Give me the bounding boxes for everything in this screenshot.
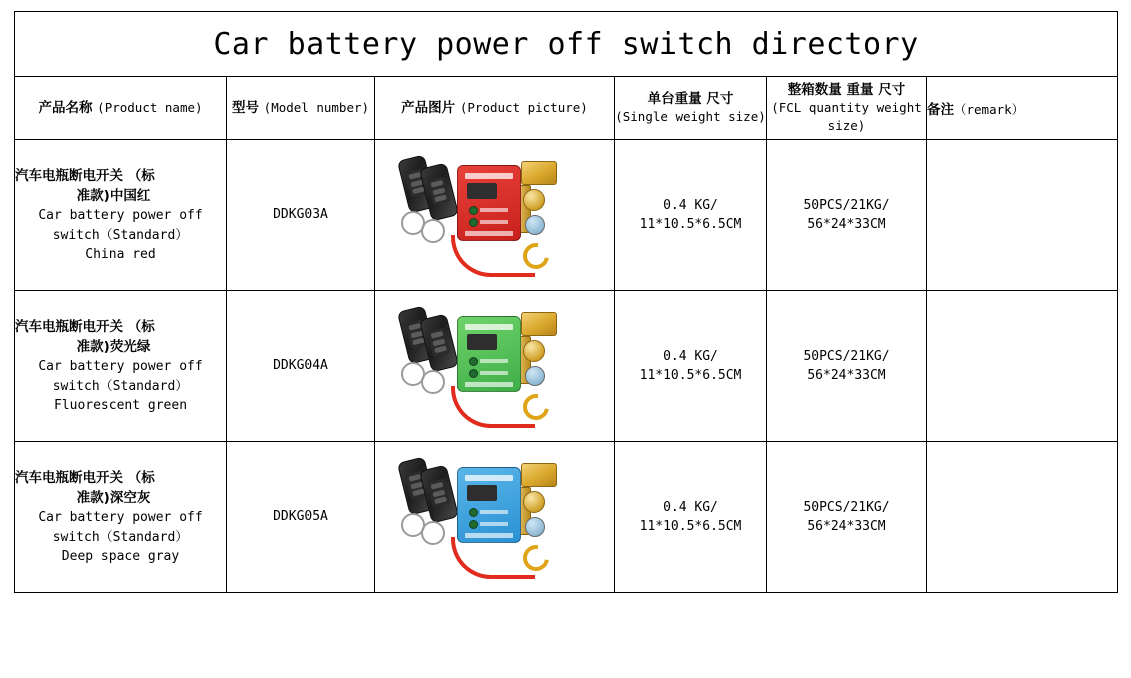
product-name-en-line2: switch（Standard） <box>52 378 189 394</box>
product-name-en-line3: China red <box>85 247 156 262</box>
table-header-row <box>15 77 1118 140</box>
fcl-line1: 50PCS/21KG/ <box>803 499 890 515</box>
header-product-name <box>15 77 227 140</box>
header-product-name-cn: 产品名称 <box>38 99 93 116</box>
battery-terminal-icon <box>521 161 557 185</box>
single-weight-size-cell <box>615 140 767 291</box>
remark-cell <box>927 140 1118 291</box>
battery-terminal-icon <box>521 312 557 336</box>
single-weight-line1: 0.4 KG/ <box>663 197 718 213</box>
header-model-number <box>227 77 375 140</box>
fcl-line1: 50PCS/21KG/ <box>803 197 890 213</box>
battery-terminal-icon <box>521 463 557 487</box>
header-product-picture-cn: 产品图片 <box>401 99 456 116</box>
product-name-cell <box>15 442 227 593</box>
fcl-line2: 56*24*33CM <box>807 519 886 534</box>
header-remark-en: （remark） <box>954 102 1025 117</box>
keyring-icon <box>421 219 445 243</box>
single-weight-line2: 11*10.5*6.5CM <box>639 519 742 534</box>
terminal-knob-secondary-icon <box>525 215 545 235</box>
product-name-cn-line2: 准款)中国红 <box>76 187 151 204</box>
switch-body <box>457 467 521 543</box>
product-name-cn-line1: 汽车电瓶断电开关 （标 <box>15 318 155 335</box>
remark-cell <box>927 291 1118 442</box>
fcl-line2: 56*24*33CM <box>807 368 886 383</box>
page-title: Car battery power off switch directory <box>15 12 1118 77</box>
fcl-line2: 56*24*33CM <box>807 217 886 232</box>
header-single-weight-size <box>615 77 767 140</box>
product-name-cn-line1: 汽车电瓶断电开关 （标 <box>15 469 155 486</box>
fcl-line1: 50PCS/21KG/ <box>803 348 890 364</box>
header-model-number-cn: 型号 <box>231 99 259 116</box>
product-photo-blue <box>395 451 595 583</box>
table-row <box>15 291 1118 442</box>
switch-body <box>457 165 521 241</box>
terminal-knob-secondary-icon <box>525 517 545 537</box>
header-model-number-en: (Model number) <box>263 99 370 115</box>
keyring-icon <box>421 370 445 394</box>
model-number-cell: DDKG04A <box>227 291 375 442</box>
product-name-en-line3: Fluorescent green <box>53 398 188 413</box>
header-product-name-en: (Product name) <box>97 99 203 115</box>
terminal-knob-secondary-icon <box>525 366 545 386</box>
single-weight-line2: 11*10.5*6.5CM <box>639 217 742 232</box>
single-weight-size-cell <box>615 291 767 442</box>
remote-fob-icon <box>418 162 458 221</box>
product-name-en-line1: Car battery power off <box>38 208 203 223</box>
product-name-en-line1: Car battery power off <box>38 359 203 374</box>
keyring-icon <box>421 521 445 545</box>
single-weight-line2: 11*10.5*6.5CM <box>639 368 742 383</box>
header-single-weight-size-cn: 单台重量 尺寸 <box>647 90 734 107</box>
fcl-quantity-cell <box>767 442 927 593</box>
product-picture-cell <box>375 140 615 291</box>
switch-body <box>457 316 521 392</box>
product-photo-green <box>395 300 595 432</box>
fcl-quantity-cell <box>767 140 927 291</box>
header-fcl-quantity <box>767 77 927 140</box>
fcl-quantity-cell <box>767 291 927 442</box>
header-product-picture <box>375 77 615 140</box>
terminal-knob-icon <box>523 491 545 513</box>
table-row <box>15 140 1118 291</box>
remote-fob-icon <box>418 464 458 523</box>
product-name-en-line2: switch（Standard） <box>52 227 189 243</box>
table-title-row <box>15 12 1118 77</box>
terminal-knob-icon <box>523 340 545 362</box>
product-name-cn-line2: 准款)荧光绿 <box>76 338 151 355</box>
header-single-weight-size-en: (Single weight size) <box>615 109 766 124</box>
product-picture-cell <box>375 291 615 442</box>
product-photo-red <box>395 149 595 281</box>
table-row <box>15 442 1118 593</box>
header-fcl-quantity-en: (FCL quantity weight size) <box>771 99 922 134</box>
model-number-cell: DDKG05A <box>227 442 375 593</box>
product-name-cn-line1: 汽车电瓶断电开关 （标 <box>15 167 155 184</box>
header-fcl-quantity-cn: 整箱数量 重量 尺寸 <box>787 81 906 98</box>
model-number-cell: DDKG03A <box>227 140 375 291</box>
product-picture-cell <box>375 442 615 593</box>
product-name-cell <box>15 140 227 291</box>
single-weight-size-cell <box>615 442 767 593</box>
product-name-cell <box>15 291 227 442</box>
product-catalog-table <box>14 11 1118 593</box>
header-product-picture-en: (Product picture) <box>459 99 588 115</box>
terminal-knob-icon <box>523 189 545 211</box>
remote-fob-icon <box>418 313 458 372</box>
header-remark <box>927 77 1118 140</box>
remark-cell <box>927 442 1118 593</box>
header-remark-cn: 备注 <box>927 102 954 118</box>
single-weight-line1: 0.4 KG/ <box>663 499 718 515</box>
product-name-en-line3: Deep space gray <box>61 549 180 564</box>
product-name-cn-line2: 准款)深空灰 <box>76 489 151 506</box>
single-weight-line1: 0.4 KG/ <box>663 348 718 364</box>
product-name-en-line2: switch（Standard） <box>52 529 189 545</box>
product-name-en-line1: Car battery power off <box>38 510 203 525</box>
